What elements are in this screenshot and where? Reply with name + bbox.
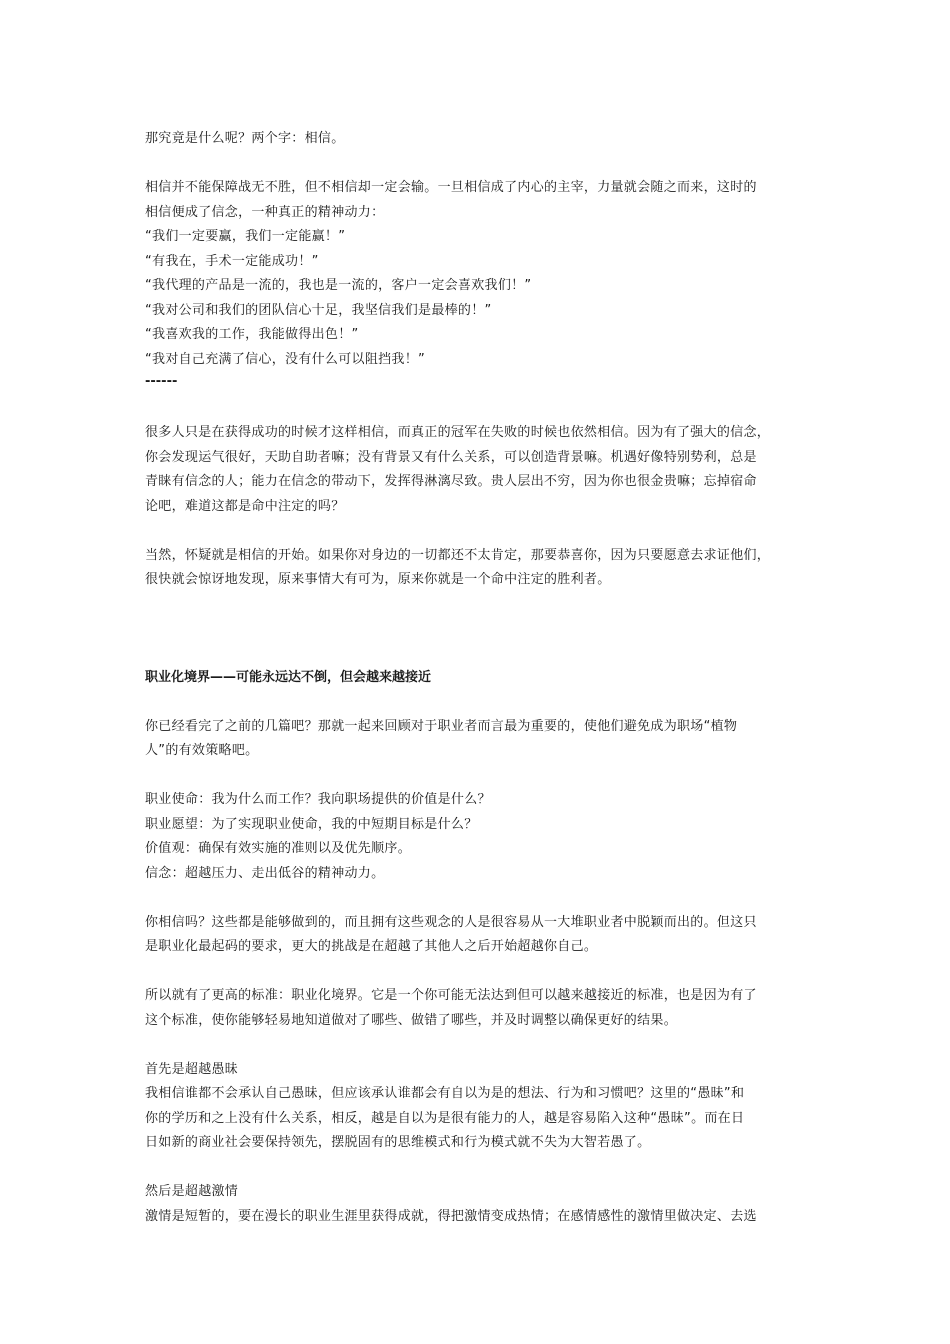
paragraph-line: 论吧，难道这都是命中注定的吗？: [145, 498, 345, 514]
paragraph-line: 是职业化最起码的要求，更大的挑战是在超越了其他人之后开始超越你自己。: [145, 939, 598, 954]
quote-line: “我代理的产品是一流的，我也是一流的，客户一定会喜欢我们！”: [145, 278, 532, 293]
paragraph-line: 相信并不能保障战无不胜，但不相信却一定会输。一旦相信成了内心的主宰，力量就会随之而来，这时的: [145, 180, 757, 195]
separator: ------: [145, 374, 178, 389]
list-item: 信念：超越压力、走出低谷的精神动力。: [145, 865, 385, 881]
paragraph-line: 很多人只是在获得成功的时候才这样相信，而真正的冠军在失败的时候也依然相信。因为有了强大的信念，: [145, 425, 771, 440]
paragraph-line: 当然，怀疑就是相信的开始。如果你对身边的一切都还不太肯定，那要恭喜你，因为只要愿意去求证他们，: [145, 547, 771, 563]
paragraph-line: 所以就有了更高的标准：职业化境界。它是一个你可能无法达到但可以越来越接近的标准，也是因为有了: [145, 988, 757, 1003]
subheading: 首先是超越愚昧: [145, 1061, 239, 1077]
paragraph-line: 青睐有信念的人；能力在信念的带动下，发挥得淋漓尽致。贵人层出不穷，因为你也很金贵嘛；忘掉宿命: [145, 474, 757, 489]
section-heading: 职业化境界——可能永远达不倒，但会越来越接近: [145, 669, 432, 685]
list-item: 职业使命：我为什么而工作？我向职场提供的价值是什么？: [145, 792, 491, 807]
paragraph-line: 相信便成了信念，一种真正的精神动力：: [145, 204, 385, 220]
list-item: 职业愿望：为了实现职业使命，我的中短期目标是什么？: [145, 816, 478, 832]
quote-line: “我喜欢我的工作，我能做得出色！”: [145, 327, 359, 342]
list-item: 价值观：确保有效实施的准则以及优先顺序。: [145, 841, 412, 856]
paragraph-line: 我相信谁都不会承认自己愚昧，但应该承认谁都会有自以为是的想法、行为和习惯吧？这里的“愚昧”和: [145, 1086, 745, 1101]
quote-line: “我对公司和我们的团队信心十足，我坚信我们是最棒的！”: [145, 302, 492, 318]
paragraph-line: 你相信吗？这些都是能够做到的，而且拥有这些观念的人是很容易从一大堆职业者中脱颖而出的。但这只: [145, 914, 757, 930]
paragraph-line: 你的学历和之上没有什么关系，相反，越是自以为是很有能力的人，越是容易陷入这种“愚昧”。而在日: [145, 1110, 745, 1126]
paragraph: 那究竟是什么呢？两个字：相信。: [145, 131, 345, 146]
paragraph-line: 人”的有效策略吧。: [145, 743, 259, 758]
quote-line: “我们一定要赢，我们一定能赢！”: [145, 229, 346, 244]
paragraph-line: 日如新的商业社会要保持领先，摆脱固有的思维模式和行为模式就不失为大智若愚了。: [145, 1135, 651, 1150]
document-page: [145, 127, 813, 1229]
quote-line: “我对自己充满了信心，没有什么可以阻挡我！”: [145, 351, 426, 367]
quote-line: “有我在，手术一定能成功！”: [145, 253, 319, 269]
subheading: 然后是超越激情: [145, 1184, 239, 1199]
paragraph-line: 你会发现运气很好，天助自助者嘛；没有背景又有什么关系，可以创造背景嘛。机遇好像特别势利，总是: [145, 449, 757, 465]
paragraph-line: 你已经看完了之前的几篇吧？那就一起来回顾对于职业者而言最为重要的，使他们避免成为职场“植物: [145, 718, 738, 734]
paragraph-line: 很快就会惊讶地发现，原来事情大有可为，原来你就是一个命中注定的胜利者。: [145, 572, 611, 587]
paragraph-line: 这个标准，使你能够轻易地知道做对了哪些、做错了哪些，并及时调整以确保更好的结果。: [145, 1012, 678, 1028]
paragraph-line: 激情是短暂的，要在漫长的职业生涯里获得成就，得把激情变成热情；在感情感性的激情里做决定、去选: [145, 1208, 757, 1224]
